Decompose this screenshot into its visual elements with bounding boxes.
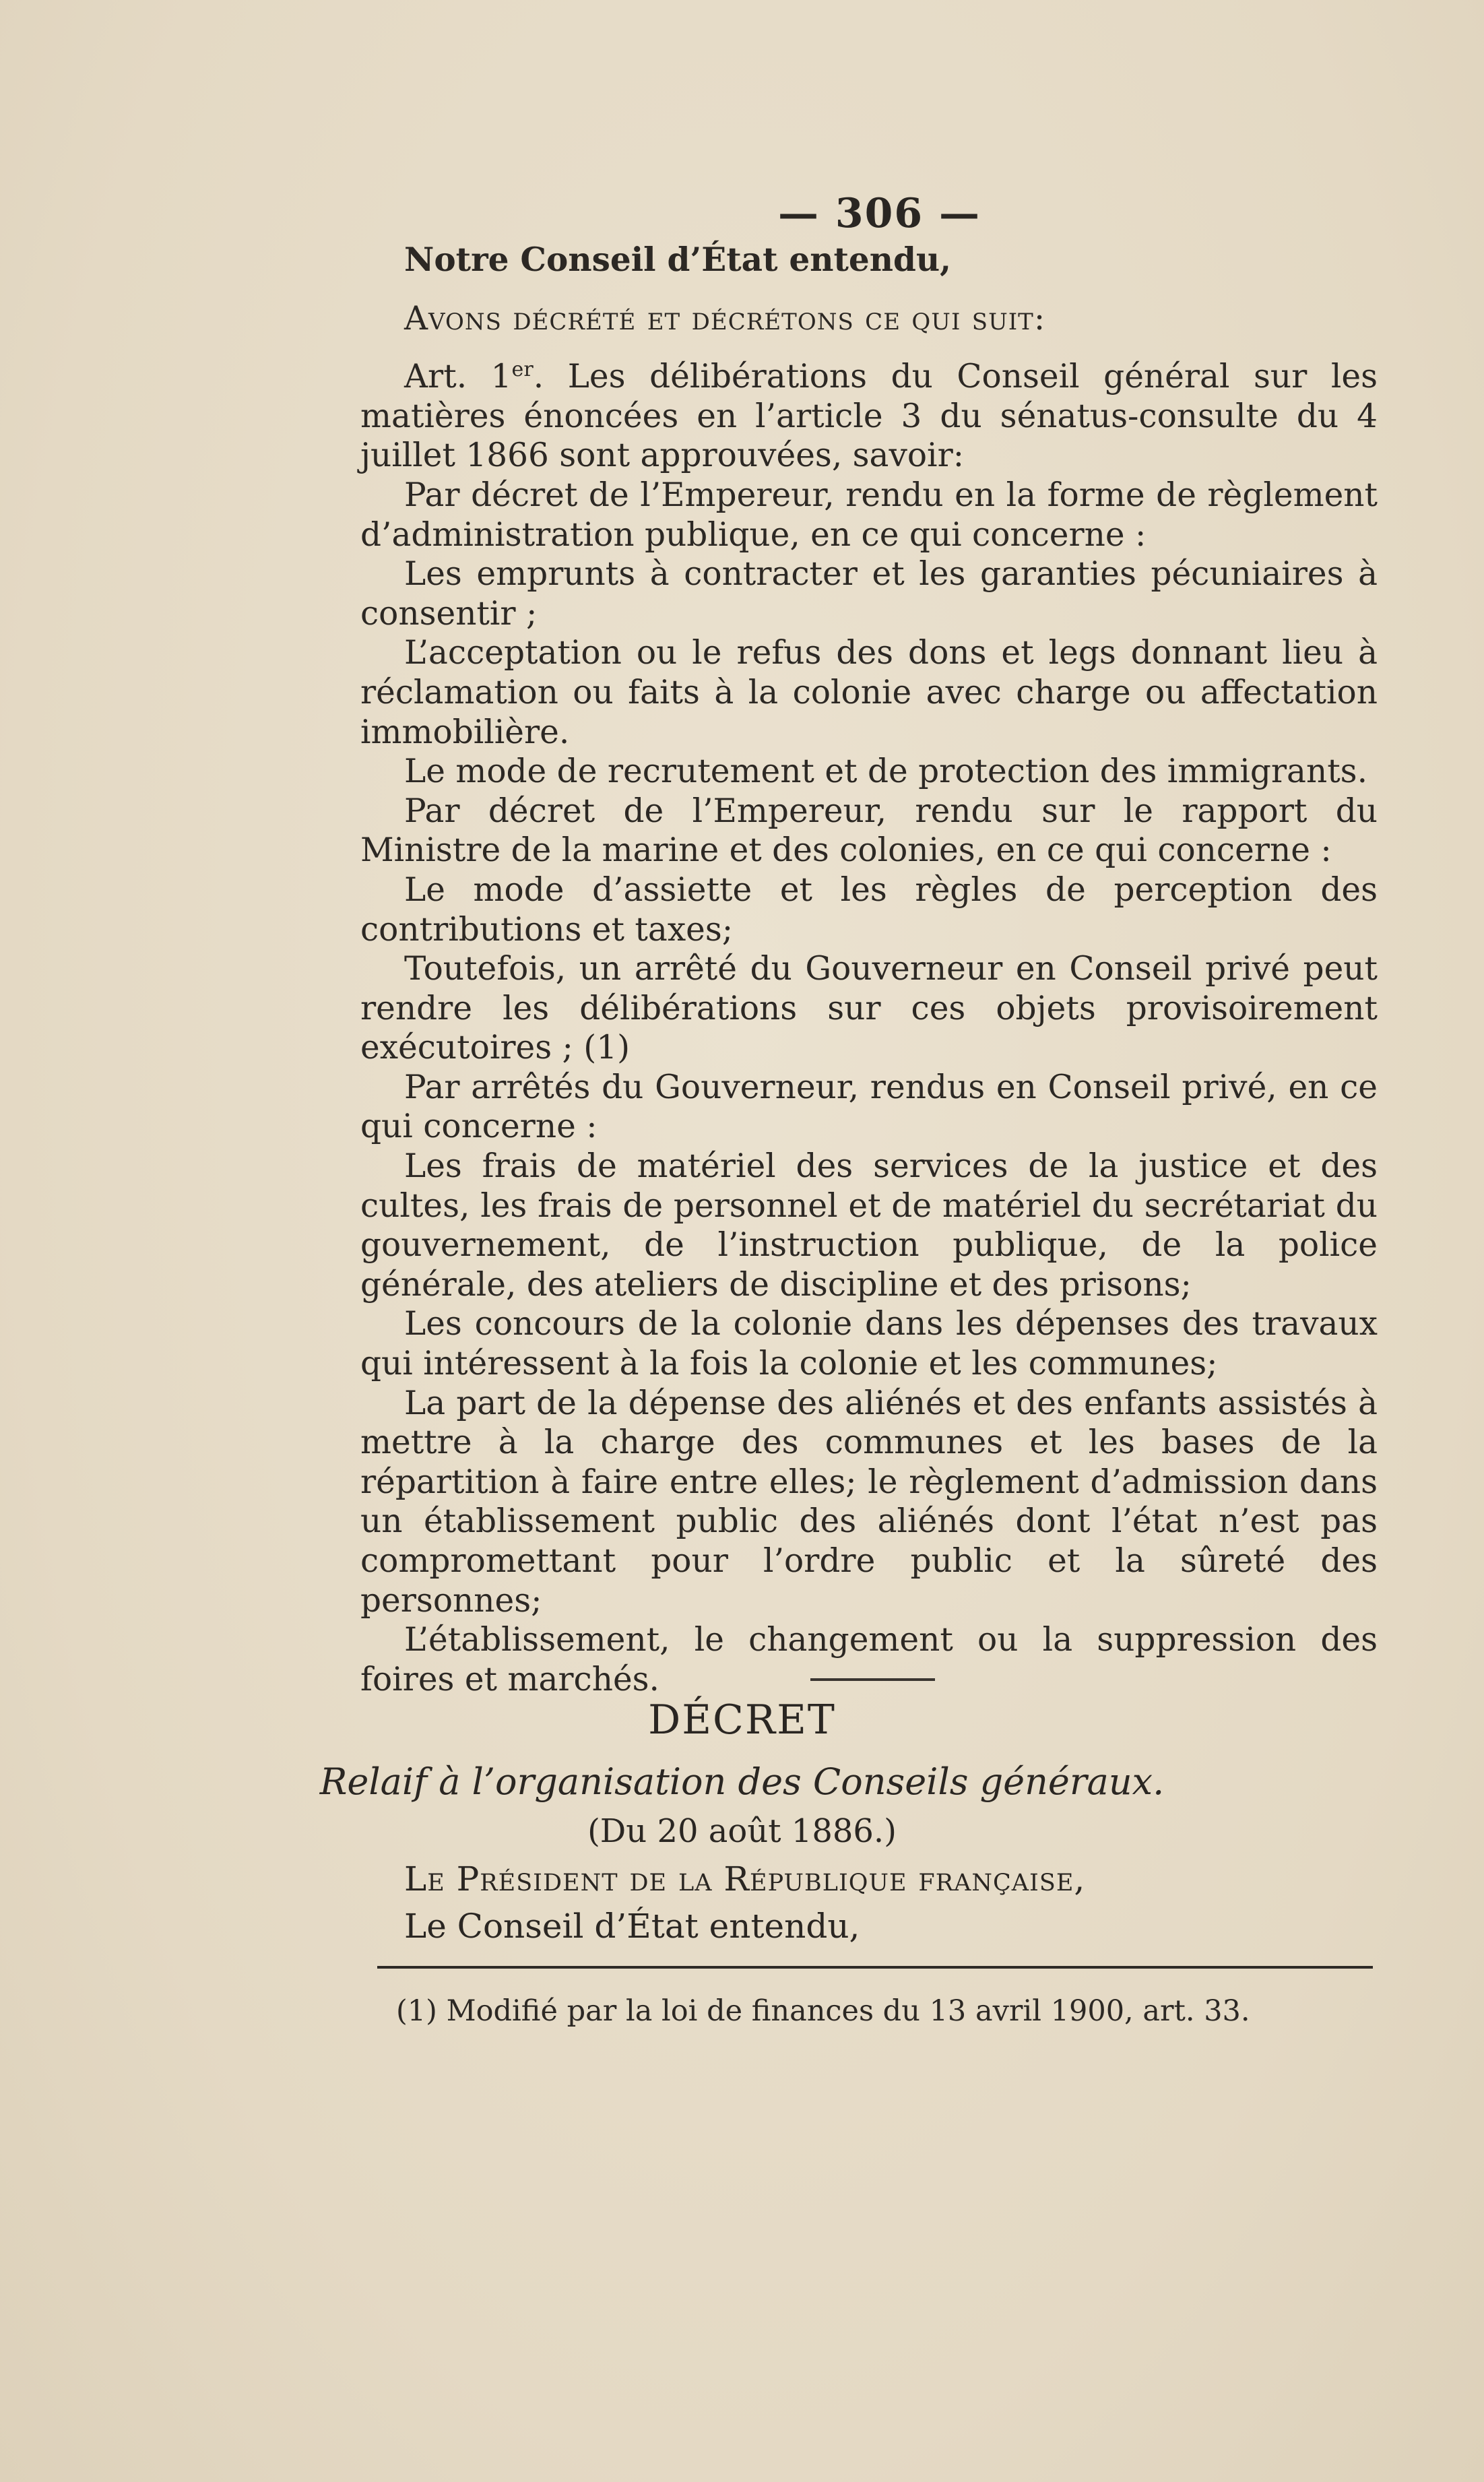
paragraph-concours: Les concours de la colonie dans les dépenses des travaux qui intéressent à la fois la colonie et les communes; xyxy=(360,1305,1378,1383)
decret-president: Le Président de la République française, xyxy=(404,1859,1086,1899)
paragraph-acceptation-dons: L’acceptation ou le refus des dons et legs donnant lieu à réclamation ou faits à la colonie avec charge ou affectation immobilière. xyxy=(360,634,1378,751)
decret-title: DÉCRET xyxy=(648,1696,836,1744)
paragraph-avons-decrete: Avons décrété et décrétons ce qui suit: xyxy=(404,299,1046,338)
paragraph-toutefois: Toutefois, un arrêté du Gouverneur en Conseil privé peut rendre les délibérations sur ces objets provisoirement exécutoires ; (1) xyxy=(360,950,1378,1067)
paragraph-decret-empereur-ministre: Par décret de l’Empereur, rendu sur le rapport du Ministre de la marine et des colonies, en ce qui concerne : xyxy=(360,792,1378,870)
article-superscript: er xyxy=(511,358,534,382)
paragraph-article-1 xyxy=(360,357,1378,476)
decret-conseil: Le Conseil d’État entendu, xyxy=(404,1907,860,1946)
section-divider xyxy=(810,1678,935,1681)
paragraph-conseil-entendu: Notre Conseil d’État entendu, xyxy=(404,241,952,279)
page-number: — 306 — xyxy=(778,190,981,237)
paragraph-assiette: Le mode d’assiette et les règles de perception des contributions et taxes; xyxy=(360,870,1378,949)
article-text: . Les délibérations du Conseil général sur les matières énoncées en l’article 3 du sénatus-consulte du 4 juillet 1866 sont approuvées, savoir: xyxy=(360,358,1378,475)
article-label: Art. 1 xyxy=(404,358,512,396)
decret-subtitle: Relaif à l’organisation des Conseils généraux. xyxy=(319,1760,1165,1803)
main-text xyxy=(360,232,1378,1699)
paragraph-recrutement: Le mode de recrutement et de protection des immigrants. xyxy=(404,753,1367,791)
paragraph-arretes-gouverneur: Par arrêtés du Gouverneur, rendus en Conseil privé, en ce qui concerne : xyxy=(360,1068,1378,1146)
footnote-divider xyxy=(377,1966,1373,1969)
paragraph-frais-materiel: Les frais de matériel des services de la justice et des cultes, les frais de personnel et de matériel du secrétariat du gouvernement, de l’instruction publique, de la police générale, des ateliers de discipline et des prisons; xyxy=(360,1147,1378,1304)
paragraph-decret-empereur-reglement: Par décret de l’Empereur, rendu en la forme de règlement d’administration publique, en ce qui concerne : xyxy=(360,476,1378,554)
decret-date: (Du 20 août 1886.) xyxy=(587,1812,897,1850)
paragraph-emprunts: Les emprunts à contracter et les garanties pécuniaires à consentir ; xyxy=(360,555,1378,633)
footnote: (1) Modifié par la loi de finances du 13 avril 1900, art. 33. xyxy=(396,1994,1250,2028)
paragraph-foires: L’établissement, le changement ou la suppression des foires et marchés. xyxy=(360,1621,1378,1698)
paragraph-alienes: La part de la dépense des aliénés et des enfants assistés à mettre à la charge des communes et les bases de la répartition à faire entre elles; le règlement d’admission dans un établissement public des aliénés dont l’état n’est pas compromettant pour l’ordre public et la sûreté des personnes; xyxy=(360,1384,1378,1620)
